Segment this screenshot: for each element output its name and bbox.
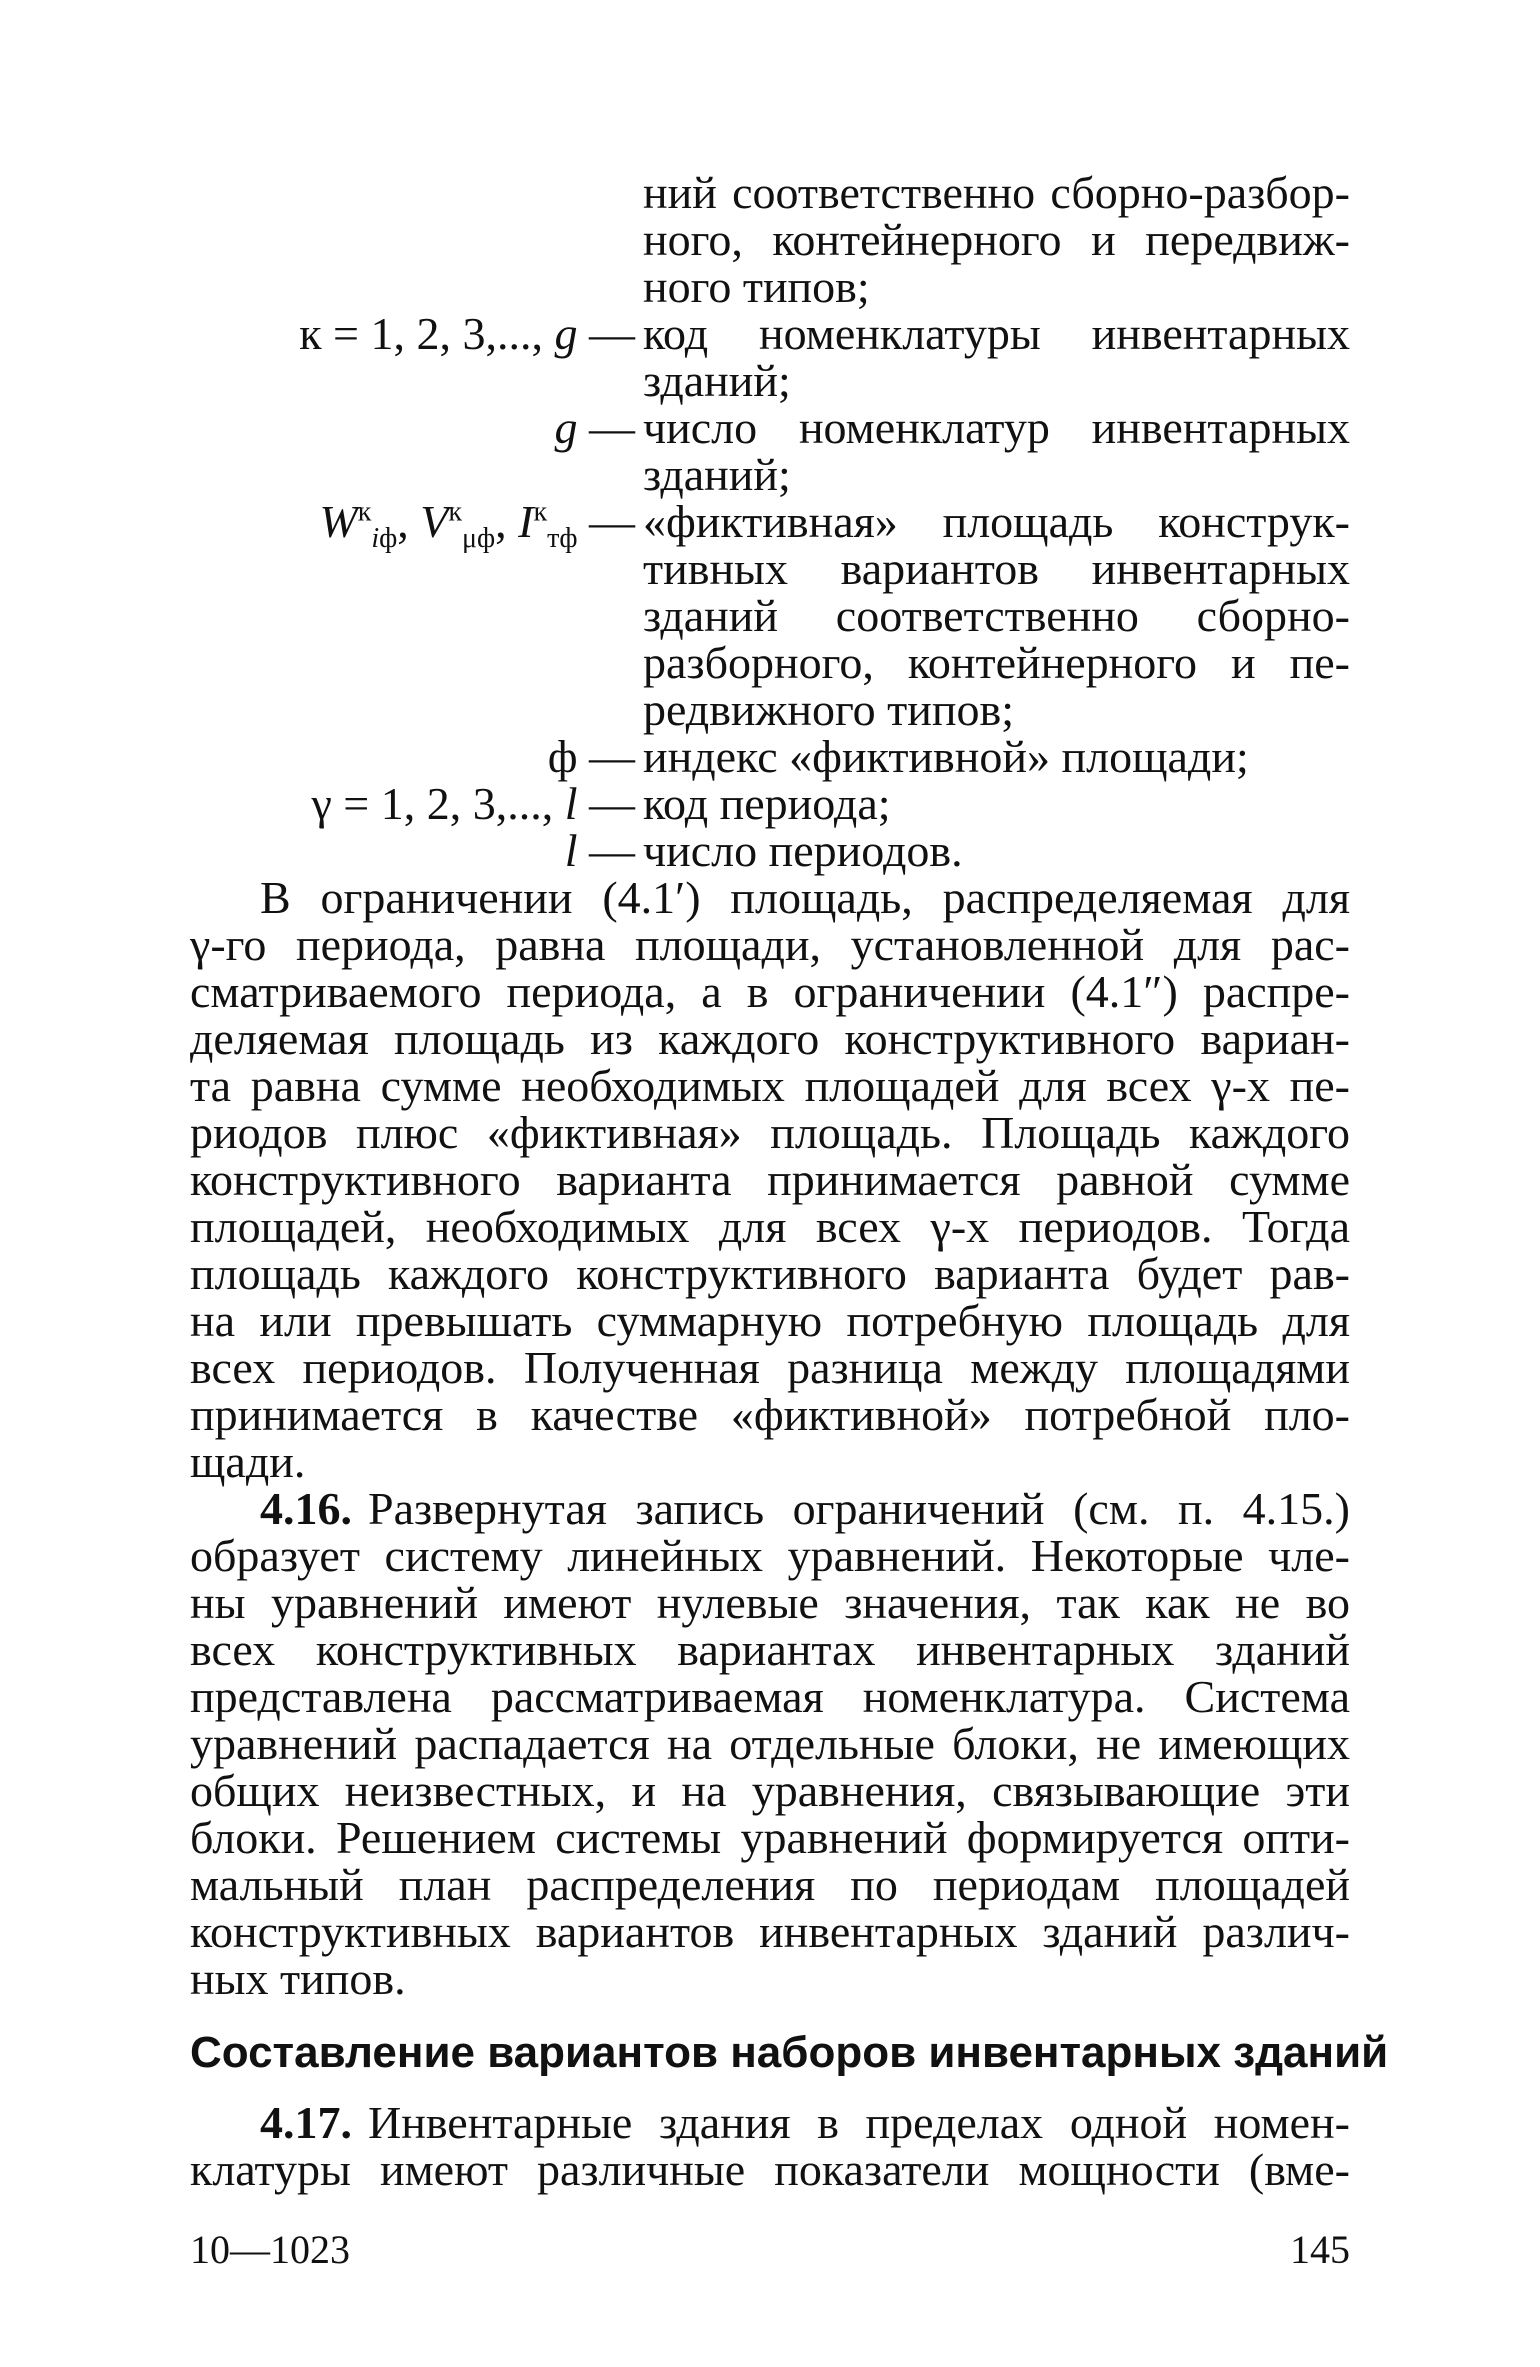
definition-symbol-l: l —	[564, 825, 635, 876]
paragraph-line: площадей, необходимых для всех γ-х периодов. Тогда	[190, 1201, 1350, 1252]
section-number: 4.17.	[260, 2097, 352, 2148]
definition-symbol-fictive-area: $W^к_{iф}$, $V^к_{\mu ф}$, $I^к_{тф}$ —	[319, 496, 635, 555]
paragraph-line: представлена рассматриваемая номенклатура. Система	[190, 1671, 1350, 1722]
paragraph-line: В ограничении (4.1′) площадь, распределяемая для	[260, 872, 1350, 923]
paragraph-line: γ-го периода, равна площади, установленной для рас-	[190, 919, 1350, 970]
definition-symbol-k: к = 1, 2, 3,..., g —	[299, 308, 635, 359]
definition-text: число номенклатур инвентарных	[643, 402, 1350, 453]
definition-intro-line: ний соответственно сборно-разбор-	[643, 167, 1350, 218]
definition-text: редвижного типов;	[643, 684, 1015, 735]
definition-text: индекс «фиктивной» площади;	[643, 731, 1249, 782]
paragraph-line: мальный план распределения по периодам площадей	[190, 1859, 1350, 1910]
definition-symbol-g: g —	[554, 402, 635, 453]
paragraph-line: блоки. Решением системы уравнений формируется опти-	[190, 1812, 1350, 1863]
paragraph-line: уравнений распадается на отдельные блоки, не имеющих	[190, 1718, 1350, 1769]
paragraph-line: конструктивного варианта принимается равной сумме	[190, 1154, 1350, 1205]
paragraph-line: на или превышать суммарную потребную площадь для	[190, 1295, 1350, 1346]
section-number: 4.16.	[260, 1483, 352, 1534]
definition-text: зданий соответственно сборно-	[643, 590, 1350, 641]
definition-text: код номенклатуры инвентарных	[643, 308, 1350, 359]
paragraph-line: принимается в качестве «фиктивной» потребной пло-	[190, 1389, 1350, 1440]
definition-text: «фиктивная» площадь конструк-	[643, 496, 1350, 547]
paragraph-line: Развернутая запись ограничений (см. п. 4.15.)	[368, 1483, 1350, 1534]
paragraph-line: общих неизвестных, и на уравнения, связывающие эти	[190, 1765, 1350, 1816]
definition-text: разборного, контейнерного и пе-	[643, 637, 1350, 688]
definition-text: зданий;	[643, 449, 791, 500]
definition-intro-line: ного типов;	[643, 261, 870, 312]
definition-text: код периода;	[643, 778, 891, 829]
paragraph-line: щади.	[190, 1436, 306, 1487]
section-heading: Составление вариантов наборов инвентарных зданий	[190, 2028, 1389, 2077]
definition-symbol-gamma: γ = 1, 2, 3,..., l —	[311, 778, 635, 829]
paragraph-line: деляемая площадь из каждого конструктивного вариан-	[190, 1013, 1350, 1064]
page-number: 145	[1290, 2227, 1350, 2272]
definition-symbol-f: ф —	[547, 731, 635, 782]
paragraph-line: всех периодов. Полученная разница между площадями	[190, 1342, 1350, 1393]
paragraph-line: всех конструктивных вариантах инвентарных зданий	[190, 1624, 1350, 1675]
paragraph-line: та равна сумме необходимых площадей для всех γ-х пе-	[190, 1060, 1350, 1111]
signature-mark: 10—1023	[190, 2227, 350, 2272]
definition-text: зданий;	[643, 355, 791, 406]
definition-text: число периодов.	[643, 825, 963, 876]
paragraph-line: клатуры имеют различные показатели мощности (вме-	[190, 2144, 1350, 2195]
paragraph-line: сматриваемого периода, а в ограничении (4.1″) распре-	[190, 966, 1350, 1017]
definition-text: тивных вариантов инвентарных	[643, 543, 1350, 594]
paragraph-line: площадь каждого конструктивного варианта будет рав-	[190, 1248, 1350, 1299]
paragraph-line: конструктивных вариантов инвентарных зданий различ-	[190, 1906, 1350, 1957]
paragraph-line: Инвентарные здания в пределах одной номен-	[368, 2097, 1350, 2148]
definition-intro-line: ного, контейнерного и передвиж-	[643, 214, 1350, 265]
paragraph-line: ны уравнений имеют нулевые значения, так как не во	[190, 1577, 1350, 1628]
paragraph-line: образует систему линейных уравнений. Некоторые чле-	[190, 1530, 1350, 1581]
paragraph-line: ных типов.	[190, 1953, 406, 2004]
paragraph-line: риодов плюс «фиктивная» площадь. Площадь каждого	[190, 1107, 1350, 1158]
